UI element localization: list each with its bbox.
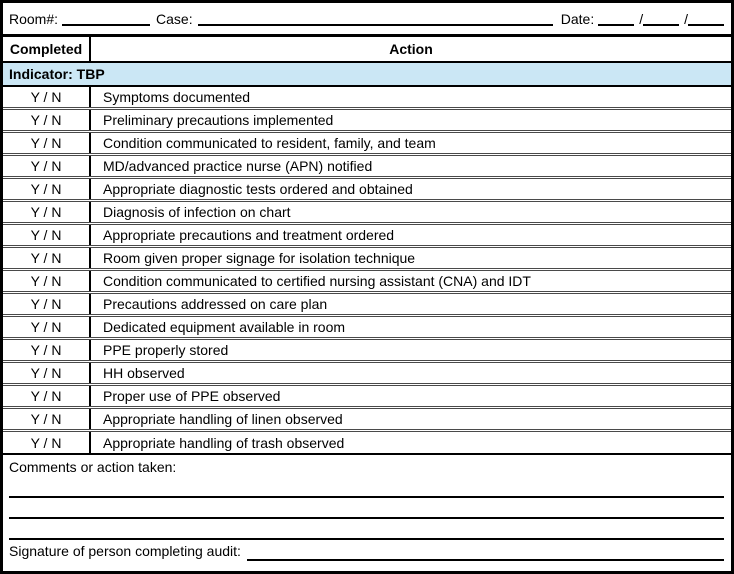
- table-row: [3, 317, 731, 340]
- table-row: [3, 386, 731, 409]
- date-separator: /: [639, 10, 644, 27]
- comment-lines: [9, 477, 724, 540]
- action-cell: Appropriate handling of linen observed: [103, 411, 343, 427]
- room-label: Room#:: [9, 10, 59, 27]
- comment-line[interactable]: [9, 477, 724, 498]
- signature-label: Signature of person completing audit:: [9, 543, 241, 559]
- table-row: [3, 248, 731, 271]
- comment-line[interactable]: [9, 519, 724, 540]
- yn-cell[interactable]: Y / N: [3, 156, 91, 176]
- action-cell: Preliminary precautions implemented: [103, 112, 334, 128]
- room-input-blank[interactable]: [62, 11, 150, 26]
- yn-cell[interactable]: Y / N: [3, 179, 91, 199]
- table-row: [3, 179, 731, 202]
- case-label: Case:: [156, 10, 193, 27]
- date-separator: /: [684, 10, 688, 27]
- action-cell: Proper use of PPE observed: [103, 388, 281, 404]
- table-row: [3, 225, 731, 248]
- yn-cell[interactable]: Y / N: [3, 386, 91, 406]
- comment-line[interactable]: [9, 498, 724, 519]
- date-year-blank[interactable]: [688, 11, 724, 26]
- yn-cell[interactable]: Y / N: [3, 225, 91, 245]
- table-row: [3, 156, 731, 179]
- yn-cell[interactable]: Y / N: [3, 271, 91, 291]
- table-row: [3, 271, 731, 294]
- action-cell: Symptoms documented: [103, 89, 251, 105]
- table-row: [3, 432, 731, 455]
- table-header: [3, 37, 731, 63]
- table-row: [3, 87, 731, 110]
- action-cell: Condition communicated to resident, family, and team: [103, 135, 436, 151]
- yn-cell[interactable]: Y / N: [3, 87, 91, 107]
- signature-section: [3, 541, 731, 567]
- date-label: Date:: [560, 10, 595, 27]
- table-row: [3, 133, 731, 156]
- action-cell: MD/advanced practice nurse (APN) notified: [103, 158, 373, 174]
- yn-cell[interactable]: Y / N: [3, 133, 91, 153]
- action-cell: Room given proper signage for isolation technique: [103, 250, 416, 266]
- yn-cell[interactable]: Y / N: [3, 202, 91, 222]
- yn-cell[interactable]: Y / N: [3, 432, 91, 453]
- action-cell: Appropriate handling of trash observed: [103, 434, 345, 451]
- indicator-label: Indicator: TBP: [9, 66, 105, 82]
- table-row: [3, 409, 731, 432]
- yn-cell[interactable]: Y / N: [3, 340, 91, 360]
- table-row: [3, 110, 731, 133]
- action-cell: Diagnosis of infection on chart: [103, 204, 291, 220]
- date-day-blank[interactable]: [643, 11, 679, 26]
- table-row: [3, 363, 731, 386]
- table-row: [3, 294, 731, 317]
- yn-cell[interactable]: Y / N: [3, 294, 91, 314]
- top-strip: [3, 3, 731, 37]
- yn-cell[interactable]: Y / N: [3, 363, 91, 383]
- case-input-blank[interactable]: [198, 11, 553, 26]
- table-row: [3, 202, 731, 225]
- action-column-header: Action: [389, 41, 433, 57]
- table-row: [3, 340, 731, 363]
- action-cell: Precautions addressed on care plan: [103, 296, 328, 312]
- indicator-row: [3, 63, 731, 87]
- action-cell: Appropriate precautions and treatment ordered: [103, 227, 395, 243]
- comments-section: [3, 455, 731, 540]
- yn-cell[interactable]: Y / N: [3, 317, 91, 337]
- table-rows: [3, 87, 731, 455]
- yn-cell[interactable]: Y / N: [3, 409, 91, 429]
- completed-column-header: Completed: [3, 37, 91, 61]
- action-cell: Dedicated equipment available in room: [103, 319, 346, 335]
- yn-cell[interactable]: Y / N: [3, 110, 91, 130]
- action-cell: Condition communicated to certified nursing assistant (CNA) and IDT: [103, 273, 531, 289]
- date-month-blank[interactable]: [598, 11, 634, 26]
- action-cell: PPE properly stored: [103, 342, 229, 358]
- signature-input-blank[interactable]: [247, 544, 724, 561]
- yn-cell[interactable]: Y / N: [3, 248, 91, 268]
- action-cell: HH observed: [103, 365, 185, 381]
- comments-label: Comments or action taken:: [9, 459, 177, 475]
- action-cell: Appropriate diagnostic tests ordered and obtained: [103, 181, 413, 197]
